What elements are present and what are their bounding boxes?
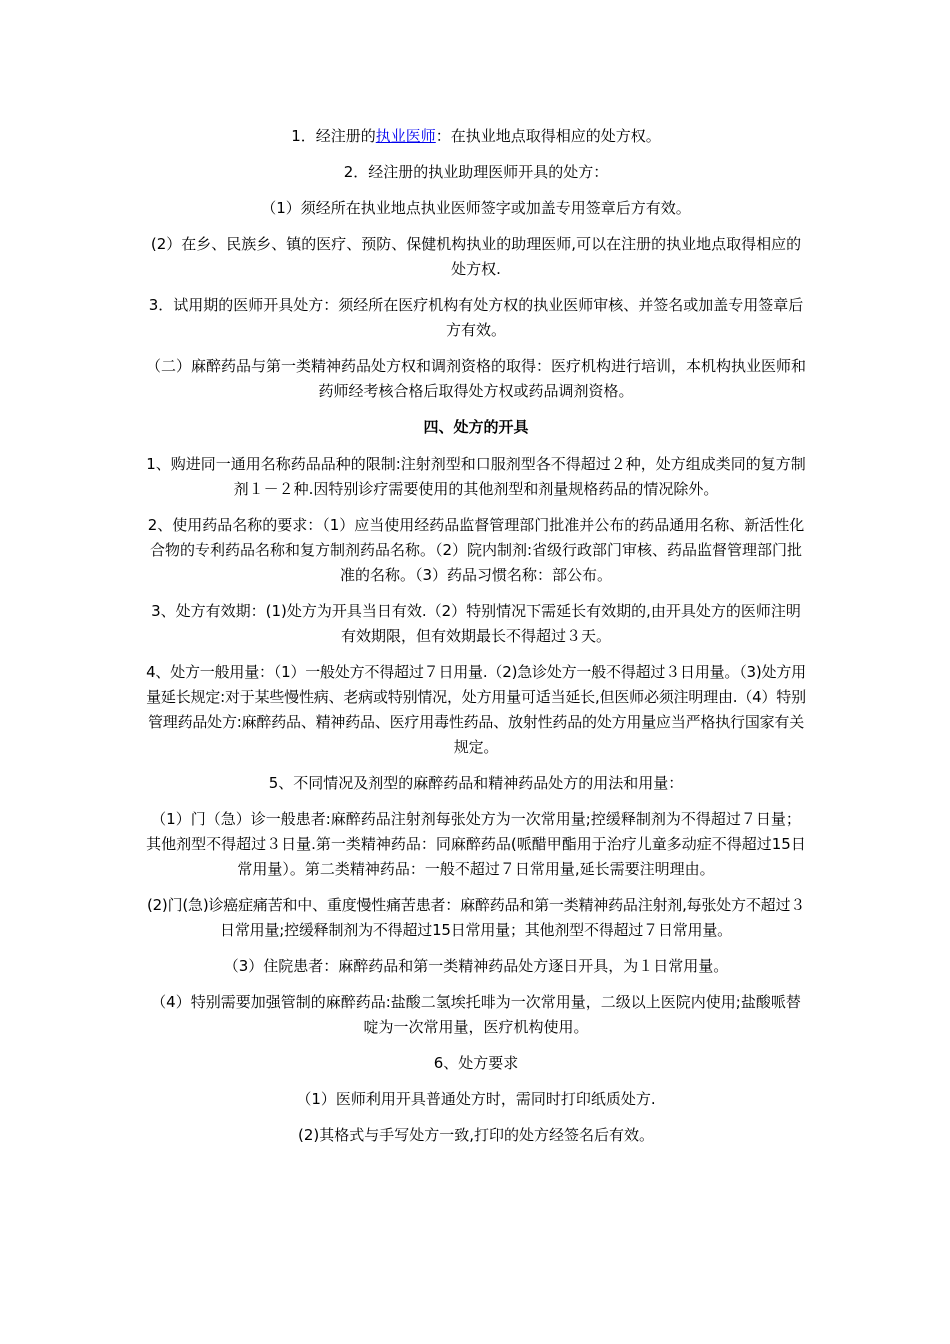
- paragraph-1: [146, 124, 806, 149]
- paragraph-18: (2)其格式与手写处方一致,打印的处方经签名后有效。: [297, 1126, 655, 1144]
- paragraph-8: 2、使用药品名称的要求：（1）应当使用经药品监督管理部门批准并公布的药品通用名称、新活性化合物的专利药品名称和复方制剂药品名称。（2）院内制剂:省级行政部门审核、药品监督管理部门批准的名称。（3）药品习惯名称：部公布。: [147, 516, 805, 584]
- section-heading: 四、处方的开具: [423, 418, 529, 436]
- paragraph-7: 1、购进同一通用名称药品品种的限制:注射剂型和口服剂型各不得超过２种，处方组成类同的复方制剂１－２种.因特别诊疗需要使用的其他剂型和剂量规格药品的情况除外。: [146, 455, 806, 498]
- paragraph-2: 2．经注册的执业助理医师开具的处方：: [343, 163, 609, 181]
- paragraph-6: （二）麻醉药品与第一类精神药品处方权和调剂资格的取得：医疗机构进行培训，本机构执业医师和药师经考核合格后取得处方权或药品调剂资格。: [146, 357, 807, 400]
- paragraph-16: 6、处方要求: [433, 1054, 519, 1072]
- paragraph-11: 5、不同情况及剂型的麻醉药品和精神药品处方的用法和用量：: [268, 774, 684, 792]
- paragraph-13: (2)门(急)诊癌症痛苦和中、重度慢性痛苦患者：麻醉药品和第一类精神药品注射剂,每张处方不超过３日常用量;控缓释制剂为不得超过15日常用量；其他剂型不得超过７日常用量。: [146, 896, 806, 939]
- paragraph-10: 4、处方一般用量：（1）一般处方不得超过７日用量.（2)急诊处方一般不得超过３日用量。（3)处方用量延长规定:对于某些慢性病、老病或特别情况，处方用量可适当延长,但医师必须注明理由.（4）特别管理药品处方:麻醉药品、精神药品、医疗用毒性药品、放射性药品的处方用量应当严格执行国家有关规定。: [146, 663, 806, 756]
- paragraph-4: (2）在乡、民族乡、镇的医疗、预防、保健机构执业的助理医师,可以在注册的执业地点取得相应的处方权.: [150, 235, 802, 278]
- paragraph-9: 3、处方有效期：(1)处方为开具当日有效.（2）特别情况下需延长有效期的,由开具处方的医师注明有效期限，但有效期最长不得超过３天。: [151, 602, 801, 645]
- paragraph-15: （4）特别需要加强管制的麻醉药品:盐酸二氢埃托啡为一次常用量，二级以上医院内使用;盐酸哌替啶为一次常用量，医疗机构使用。: [151, 993, 801, 1036]
- paragraph-5: 3．试用期的医师开具处方：须经所在医疗机构有处方权的执业医师审核、并签名或加盖专用签章后方有效。: [148, 296, 804, 339]
- paragraph-1-lead: 1．经注册的: [291, 127, 376, 145]
- paragraph-1-tail: ：在执业地点取得相应的处方权。: [435, 127, 661, 145]
- paragraph-3: （1）须经所在执业地点执业医师签字或加盖专用签章后方有效。: [261, 199, 691, 217]
- licensed-physician-link[interactable]: 执业医师: [375, 127, 436, 145]
- paragraph-17: （1）医师利用开具普通处方时，需同时打印纸质处方.: [296, 1090, 656, 1108]
- paragraph-12: （1）门（急）诊一般患者:麻醉药品注射剂每张处方为一次常用量;控缓释制剂为不得超过７日量；其他剂型不得超过３日量.第一类精神药品：同麻醉药品(哌醋甲酯用于治疗儿童多动症不得超过15日常用量）。第二类精神药品：一般不超过７日常用量,延长需要注明理由。: [146, 810, 806, 878]
- paragraph-14: （3）住院患者：麻醉药品和第一类精神药品处方逐日开具，为１日常用量。: [223, 957, 729, 975]
- document-body: [146, 124, 806, 1159]
